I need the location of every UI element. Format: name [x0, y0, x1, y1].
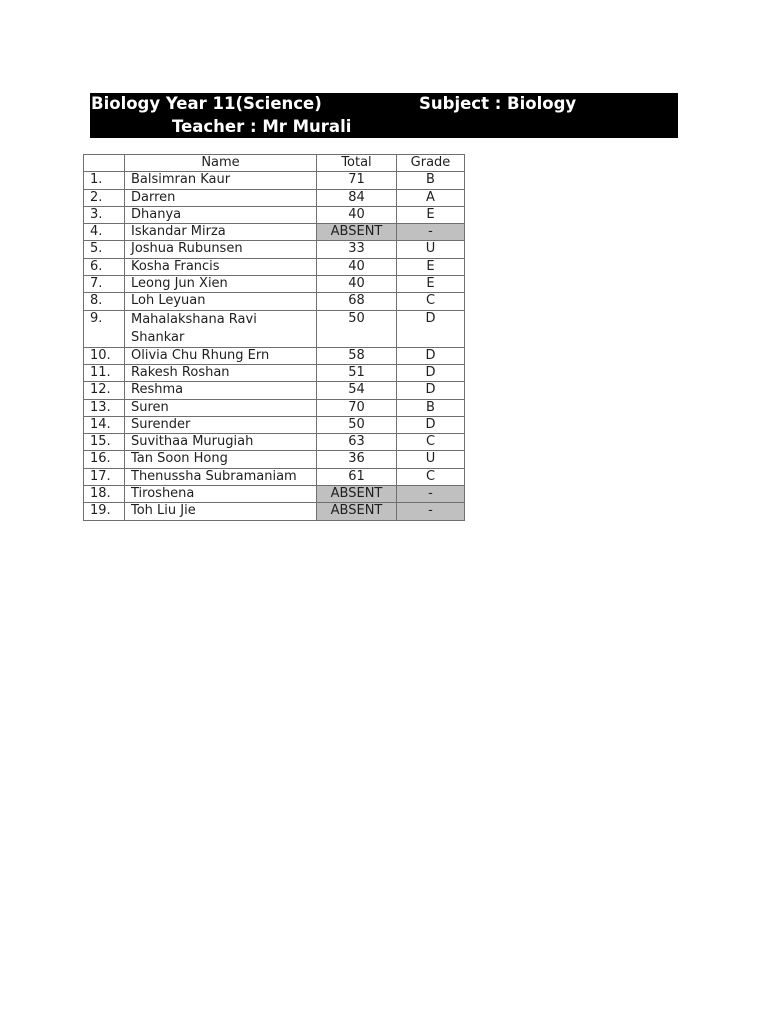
absent-grade: - [397, 503, 465, 520]
table-row [84, 503, 465, 520]
absent-total: ABSENT [317, 503, 397, 520]
table-row [84, 347, 465, 364]
class-title: Biology Year 11(Science) [91, 94, 322, 113]
total-score: 33 [317, 241, 397, 258]
student-name: Suren [125, 399, 317, 416]
row-number: 15. [84, 434, 125, 451]
grade: E [397, 276, 465, 293]
student-name: Suvithaa Murugiah [125, 434, 317, 451]
student-name: Joshua Rubunsen [125, 241, 317, 258]
row-number: 18. [84, 486, 125, 503]
grade: E [397, 206, 465, 223]
row-number: 2. [84, 189, 125, 206]
student-name: Olivia Chu Rhung Ern [125, 347, 317, 364]
grade: E [397, 258, 465, 275]
absent-total: ABSENT [317, 224, 397, 241]
table-row [84, 224, 465, 241]
table-row [84, 486, 465, 503]
row-number: 10. [84, 347, 125, 364]
total-score: 54 [317, 382, 397, 399]
table-row [84, 258, 465, 275]
grades-table [83, 154, 465, 521]
grade: U [397, 241, 465, 258]
grade: U [397, 451, 465, 468]
row-number: 6. [84, 258, 125, 275]
student-name: Toh Liu Jie [125, 503, 317, 520]
absent-grade: - [397, 486, 465, 503]
total-score: 63 [317, 434, 397, 451]
subject-label: Subject : Biology [419, 94, 577, 113]
table-row [84, 172, 465, 189]
table-row [84, 189, 465, 206]
total-score: 40 [317, 206, 397, 223]
grade: D [397, 416, 465, 433]
student-name: Thenussha Subramaniam [125, 468, 317, 485]
grade: B [397, 399, 465, 416]
total-score: 51 [317, 364, 397, 381]
student-name: Kosha Francis [125, 258, 317, 275]
grade: C [397, 468, 465, 485]
table-row [84, 206, 465, 223]
student-name: Tan Soon Hong [125, 451, 317, 468]
row-number: 19. [84, 503, 125, 520]
row-number: 8. [84, 293, 125, 310]
student-name: Iskandar Mirza [125, 224, 317, 241]
row-number: 17. [84, 468, 125, 485]
total-score: 58 [317, 347, 397, 364]
row-number: 1. [84, 172, 125, 189]
table-row [84, 451, 465, 468]
student-name: Tiroshena [125, 486, 317, 503]
row-number: 5. [84, 241, 125, 258]
grade: D [397, 347, 465, 364]
student-name: Darren [125, 189, 317, 206]
absent-total: ABSENT [317, 486, 397, 503]
student-name: Surender [125, 416, 317, 433]
row-number: 13. [84, 399, 125, 416]
table-row [84, 293, 465, 310]
table-row [84, 310, 465, 347]
table-row [84, 399, 465, 416]
row-number: 7. [84, 276, 125, 293]
grade: C [397, 293, 465, 310]
student-name: Reshma [125, 382, 317, 399]
header-total: Total [317, 155, 397, 172]
grade: C [397, 434, 465, 451]
total-score: 40 [317, 276, 397, 293]
total-score: 68 [317, 293, 397, 310]
student-name: Rakesh Roshan [125, 364, 317, 381]
header-bar [90, 93, 678, 138]
header-number [84, 155, 125, 172]
total-score: 70 [317, 399, 397, 416]
total-score: 71 [317, 172, 397, 189]
table-row [84, 416, 465, 433]
row-number: 16. [84, 451, 125, 468]
grade: A [397, 189, 465, 206]
grade: B [397, 172, 465, 189]
total-score: 50 [317, 416, 397, 433]
header-name: Name [125, 155, 317, 172]
absent-grade: - [397, 224, 465, 241]
table-row [84, 241, 465, 258]
student-name: Balsimran Kaur [125, 172, 317, 189]
teacher-label: Teacher : Mr Murali [172, 117, 352, 136]
table-row [84, 382, 465, 399]
student-name: Dhanya [125, 206, 317, 223]
student-name: Loh Leyuan [125, 293, 317, 310]
row-number: 9. [84, 310, 125, 347]
table-row [84, 468, 465, 485]
grade: D [397, 382, 465, 399]
grade: D [397, 364, 465, 381]
row-number: 11. [84, 364, 125, 381]
total-score: 84 [317, 189, 397, 206]
table-row [84, 434, 465, 451]
row-number: 3. [84, 206, 125, 223]
total-score: 61 [317, 468, 397, 485]
table-row [84, 364, 465, 381]
total-score: 50 [317, 310, 397, 347]
table-header-row [84, 155, 465, 172]
student-name: Mahalakshana Ravi Shankar [125, 310, 317, 347]
row-number: 4. [84, 224, 125, 241]
table-row [84, 276, 465, 293]
header-grade: Grade [397, 155, 465, 172]
total-score: 36 [317, 451, 397, 468]
grade: D [397, 310, 465, 347]
student-name: Leong Jun Xien [125, 276, 317, 293]
row-number: 14. [84, 416, 125, 433]
total-score: 40 [317, 258, 397, 275]
row-number: 12. [84, 382, 125, 399]
